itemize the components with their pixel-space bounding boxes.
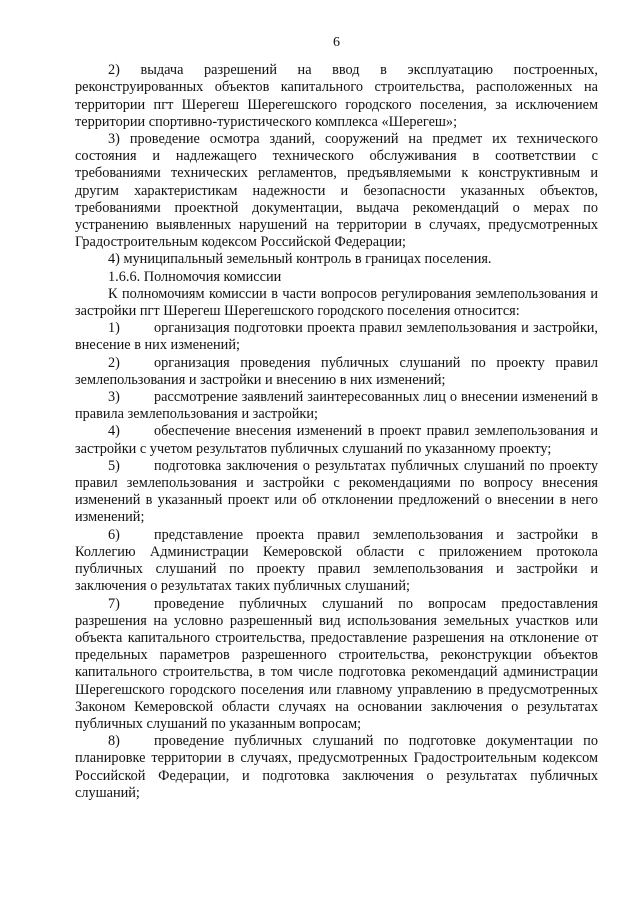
list-item-number: 5) bbox=[108, 457, 120, 474]
list-item-text: организация подготовки проекта правил землепользования и застройки, внесение в них изменений; bbox=[75, 320, 598, 354]
list-item bbox=[75, 733, 598, 802]
list-item bbox=[75, 355, 598, 389]
list-item-text: рассмотрение заявлений заинтересованных лиц о внесении изменений в правила землепользования и застройки; bbox=[75, 389, 598, 423]
list-item-number: 3) bbox=[108, 389, 120, 406]
list-item-number: 7) bbox=[108, 595, 120, 612]
paragraph-item-2: 2) выдача разрешений на ввод в эксплуатацию построенных, реконструированных объектов капитального строительства, расположенных на территории пгт Шерегеш Шерегешского городского поселения, за исключением территории спортивно-туристического комплекса «Шерегеш»; bbox=[75, 62, 598, 130]
intro-paragraph: К полномочиям комиссии в части вопросов регулирования землепользования и застройки пгт Шерегеш Шерегешского городского поселения относится: bbox=[75, 285, 598, 320]
list-item-number: 2) bbox=[108, 354, 120, 371]
list-item-text: проведение публичных слушаний по вопросам предоставления разрешения на условно разрешенный вид использования земельных участков или объекта капитального строительства, предоставление разрешения на отклонение от предельных параметров разрешенного строительства, реконструкции объектов капитального строительства, в том числе подготовка рекомендаций администрации Шерегешского городского поселения или главному управлению в предусмотренных Законом Кемеровской области случаях на основании заключения о результатах публичных слушаний по указанным вопросам; bbox=[75, 595, 598, 732]
list-item bbox=[75, 423, 598, 457]
list-item-text: обеспечение внесения изменений в проект правил землепользования и застройки с учетом результатов публичных слушаний по указанному проекту; bbox=[75, 423, 598, 457]
paragraph-item-4: 4) муниципальный земельный контроль в границах поселения. bbox=[108, 251, 492, 268]
list-item bbox=[75, 596, 598, 734]
section-heading: 1.6.6. Полномочия комиссии bbox=[108, 268, 282, 285]
list-item bbox=[75, 320, 598, 354]
list-item-text: представление проекта правил землепользования и застройки в Коллегию Администрации Кемеровской области с приложением протокола публичных слушаний по проекту правил землепользования и застройки и заключения о результатах таких публичных слушаний; bbox=[75, 526, 598, 595]
list-item-number: 8) bbox=[108, 733, 120, 750]
list-item-text: организация проведения публичных слушаний по проекту правил землепользования и застройки и внесению в них изменений; bbox=[75, 354, 598, 388]
list-item-text: проведение публичных слушаний по подготовке документации по планировке территории в случаях, предусмотренных Градостроительным кодексом Российской Федерации, и подготовка заключения о результатах публичных слушаний; bbox=[75, 733, 598, 801]
list-item-number: 1) bbox=[108, 320, 120, 337]
list-item bbox=[75, 458, 598, 527]
page-number: 6 bbox=[333, 35, 340, 50]
list-item bbox=[75, 527, 598, 596]
list-item-text: подготовка заключения о результатах публичных слушаний по проекту правил землепользования и застройки с рекомендациями по вопросу внесения изменений в указанный проект или об отклонении предложений о внесении в него изменений; bbox=[75, 457, 598, 526]
paragraph-item-3: 3) проведение осмотра зданий, сооружений на предмет их технического состояния и надлежащего технического обслуживания в соответствии с требованиями технических регламентов, предъявляемыми к конструктивным и другим характеристикам надежности и безопасности указанных объектов, требованиями проектной документации, выдача рекомендаций о мерах по устранению выявленных нарушений на территории в случаях, предусмотренных Градостроительным кодексом Российской Федерации; bbox=[75, 131, 598, 251]
list-item-number: 6) bbox=[108, 526, 120, 543]
list-item bbox=[75, 389, 598, 423]
list-item-number: 4) bbox=[108, 423, 120, 440]
